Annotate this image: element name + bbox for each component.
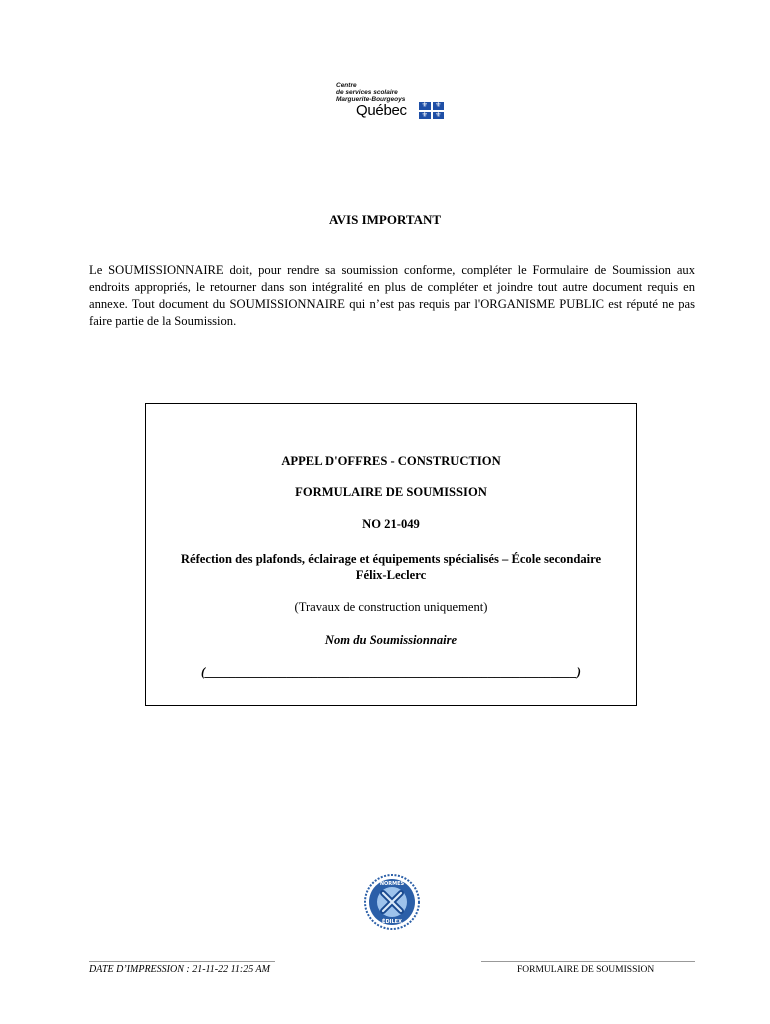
svg-text:ÉDILEX: ÉDILEX [382,919,402,925]
footer-rule-right [481,961,695,962]
notice-title: AVIS IMPORTANT [328,212,442,227]
logo-line-name: Marguerite-Bourgeoys [336,96,406,103]
call-for-tenders-title: APPEL D'OFFRES - CONSTRUCTION [281,454,501,468]
organization-logo [336,82,446,122]
print-date: DATE D’IMPRESSION : 21-11-22 11:25 AM [89,964,270,975]
form-title: FORMULAIRE DE SOUMISSION [295,485,487,499]
notice-body: Le SOUMISSIONNAIRE doit, pour rendre sa soumission conforme, compléter le Formulaire de Soumission aux endroits appropriés, le retourner dans son intégralité en plus de compléter et joindre tout autre document requis en annexe. Tout document du SOUMISSIONNAIRE qui n’est pas requis par l'ORGANISME PUBLIC est réputé ne pas faire partie de la Soumission. [89,263,695,328]
logo-line-centre: Centre [336,82,357,89]
logo-line-services: de services scolaire [336,89,398,96]
edilex-seal-icon [364,874,420,930]
bidder-name-field: (___________________________________________________________) [201,665,581,679]
quebec-flag-icon: ⚜ ⚜ ⚜ ⚜ [419,102,444,119]
bidder-name-label: Nom du Soumissionnaire [324,633,458,647]
project-title-line1: Réfection des plafonds, éclairage et équipements spécialisés – École secondaire [180,552,602,566]
footer-form-label: FORMULAIRE DE SOUMISSION [517,965,655,975]
cover-box [145,403,637,706]
logo-quebec-wordmark: Québec [356,102,407,119]
scope-note: (Travaux de construction uniquement) [294,600,488,614]
footer-rule-left [89,961,275,962]
project-title-line2: Félix-Leclerc [355,568,427,582]
svg-text:NORMES: NORMES [379,881,405,887]
tender-number: NO 21-049 [362,517,420,531]
